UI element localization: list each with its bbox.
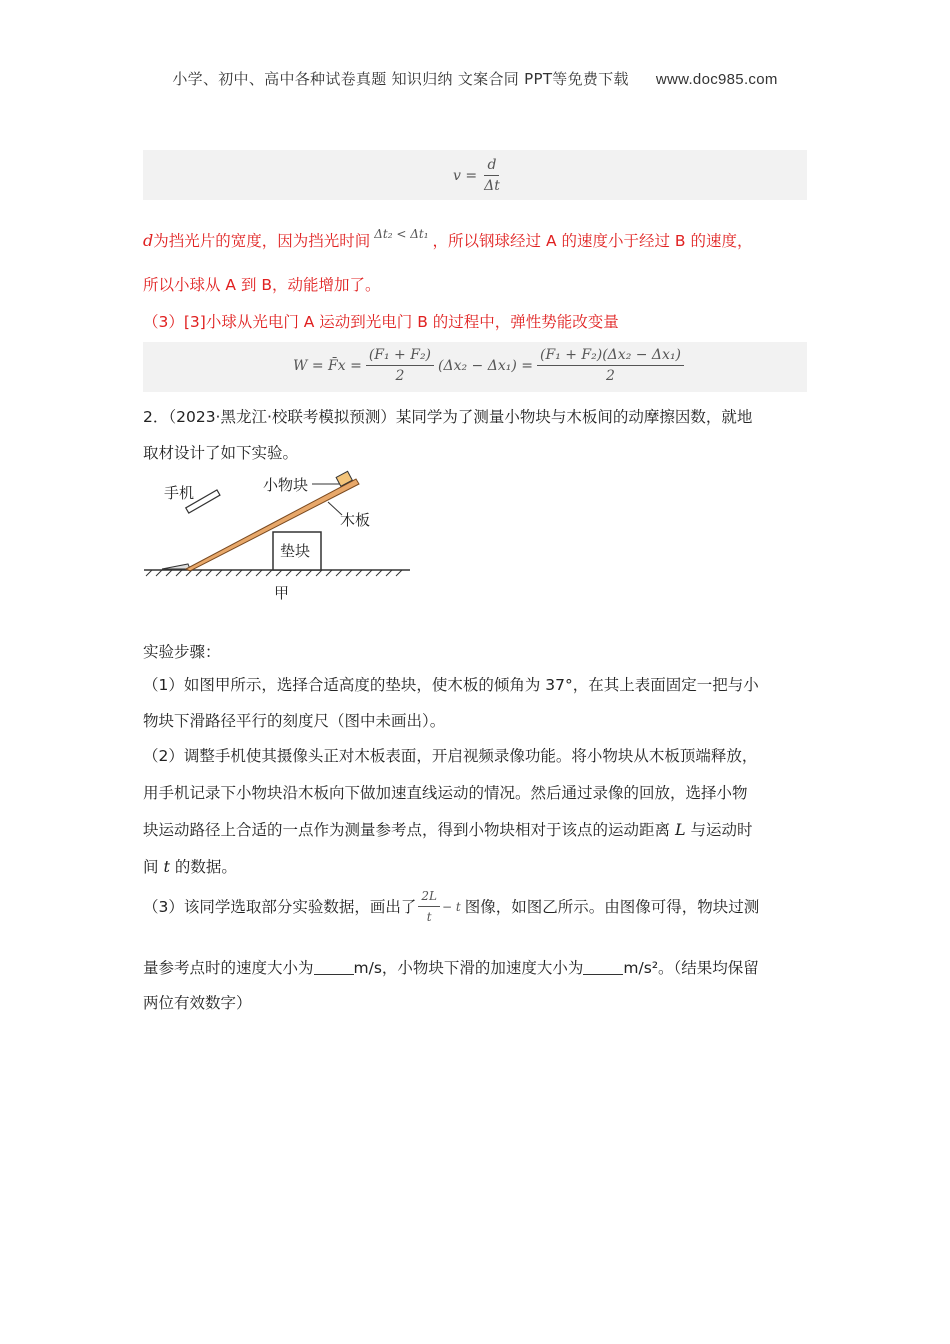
diagram-caption: 甲 bbox=[274, 584, 290, 602]
step2-l4-text-b: 的数据。 bbox=[174, 858, 237, 876]
answer-blank-acceleration[interactable] bbox=[583, 960, 623, 975]
page-header bbox=[0, 68, 950, 89]
step1-line2: 物块下滑路径平行的刻度尺（图中未画出）。 bbox=[143, 712, 446, 730]
formula-box-velocity bbox=[143, 150, 807, 200]
base-stopper bbox=[162, 564, 190, 569]
step1-line1: （1）如图甲所示，选择合适高度的垫块，使木板的倾角为 37°，在其上表面固定一把与小 bbox=[143, 676, 759, 694]
question2-line1: 2．（2023·黑龙江·校联考模拟预测）某同学为了测量小物块与木板间的动摩擦因数，就地 bbox=[143, 408, 753, 426]
step3-text-a: （3）该同学选取部分实验数据，画出了 bbox=[143, 897, 417, 916]
inequality: Δt₂ < Δt₁ bbox=[374, 227, 429, 241]
explanation-text-a: 为挡光片的宽度，因为挡光时间 bbox=[153, 232, 371, 250]
board-label: 木板 bbox=[340, 511, 371, 529]
work-lhs: W = F̄x = bbox=[293, 357, 362, 374]
step3-frac-num: 2L bbox=[418, 886, 440, 907]
fraction-numerator: d bbox=[484, 155, 499, 176]
step3-line3: 两位有效数字） bbox=[143, 994, 252, 1012]
step2-line2: 用手机记录下小物块沿木板向下做加速直线运动的情况。然后通过录像的回放，选择小物 bbox=[143, 784, 748, 802]
work-middle: (Δx₂ − Δx₁) = bbox=[438, 357, 534, 374]
ground-hatch bbox=[146, 570, 402, 576]
step3-l2-text-a: 量参考点时的速度大小为 bbox=[143, 959, 314, 977]
work-frac1-den: 2 bbox=[395, 368, 405, 384]
explanation-text-b: ，所以钢球经过 A 的速度小于经过 B 的速度， bbox=[432, 232, 753, 250]
work-formula bbox=[293, 345, 684, 386]
step2-l3-text-b: 与运动时 bbox=[690, 821, 753, 839]
symbol-t: t bbox=[163, 857, 170, 876]
step3-line2 bbox=[143, 956, 807, 980]
explanation-line2: 所以小球从 A 到 B，动能增加了。 bbox=[143, 276, 381, 294]
formula-fraction bbox=[481, 155, 503, 196]
step2-line1: （2）调整手机使其摄像头正对木板表面，开启视频录像功能。将小物块从木板顶端释放， bbox=[143, 747, 758, 765]
formula-box-work bbox=[143, 342, 807, 392]
work-fraction-1 bbox=[366, 345, 434, 386]
work-frac1-num: (F₁ + F₂) bbox=[366, 345, 434, 366]
pad-label: 垫块 bbox=[280, 542, 311, 560]
work-fraction-2 bbox=[537, 345, 684, 386]
step3-line1 bbox=[143, 886, 807, 927]
block-label: 小物块 bbox=[263, 476, 309, 494]
step3-fraction bbox=[418, 886, 440, 927]
board-leader bbox=[328, 502, 342, 515]
header-url[interactable]: www.doc985.com bbox=[655, 71, 778, 88]
step2-line3 bbox=[143, 818, 807, 842]
step3-l2-text-c: m/s²。（结果均保留 bbox=[623, 959, 759, 977]
header-text: 小学、初中、高中各种试卷真题 知识归纳 文案合同 PPT等免费下载 bbox=[172, 70, 629, 88]
explanation-line1 bbox=[143, 222, 807, 253]
formula-lhs: v = bbox=[453, 167, 478, 184]
step3-text-b: 图像，如图乙所示。由图像可得，物块过测 bbox=[464, 897, 760, 916]
work-frac2-den: 2 bbox=[606, 368, 615, 384]
step2-line4 bbox=[143, 855, 807, 879]
fraction-denominator: Δt bbox=[484, 178, 500, 194]
incline-diagram bbox=[140, 470, 420, 610]
work-frac2-num: (F₁ + F₂)(Δx₂ − Δx₁) bbox=[537, 345, 684, 366]
step2-l3-text-a: 块运动路径上合适的一点作为测量参考点，得到小物块相对于该点的运动距离 bbox=[143, 821, 671, 839]
phone-label: 手机 bbox=[164, 484, 195, 502]
steps-title: 实验步骤： bbox=[143, 643, 221, 661]
step3-frac-den: t bbox=[426, 910, 432, 924]
step2-l4-text-a: 间 bbox=[143, 858, 159, 876]
velocity-formula bbox=[453, 155, 503, 196]
symbol-L: L bbox=[674, 820, 686, 839]
step3-l2-text-b: m/s，小物块下滑的加速度大小为 bbox=[353, 959, 584, 977]
symbol-d: d bbox=[143, 231, 154, 250]
question2-line2: 取材设计了如下实验。 bbox=[143, 444, 299, 462]
part3-line: （3）[3]小球从光电门 A 运动到光电门 B 的过程中，弹性势能改变量 bbox=[143, 313, 619, 331]
step3-minus-t: − t bbox=[441, 899, 461, 914]
answer-blank-velocity[interactable] bbox=[314, 960, 354, 975]
